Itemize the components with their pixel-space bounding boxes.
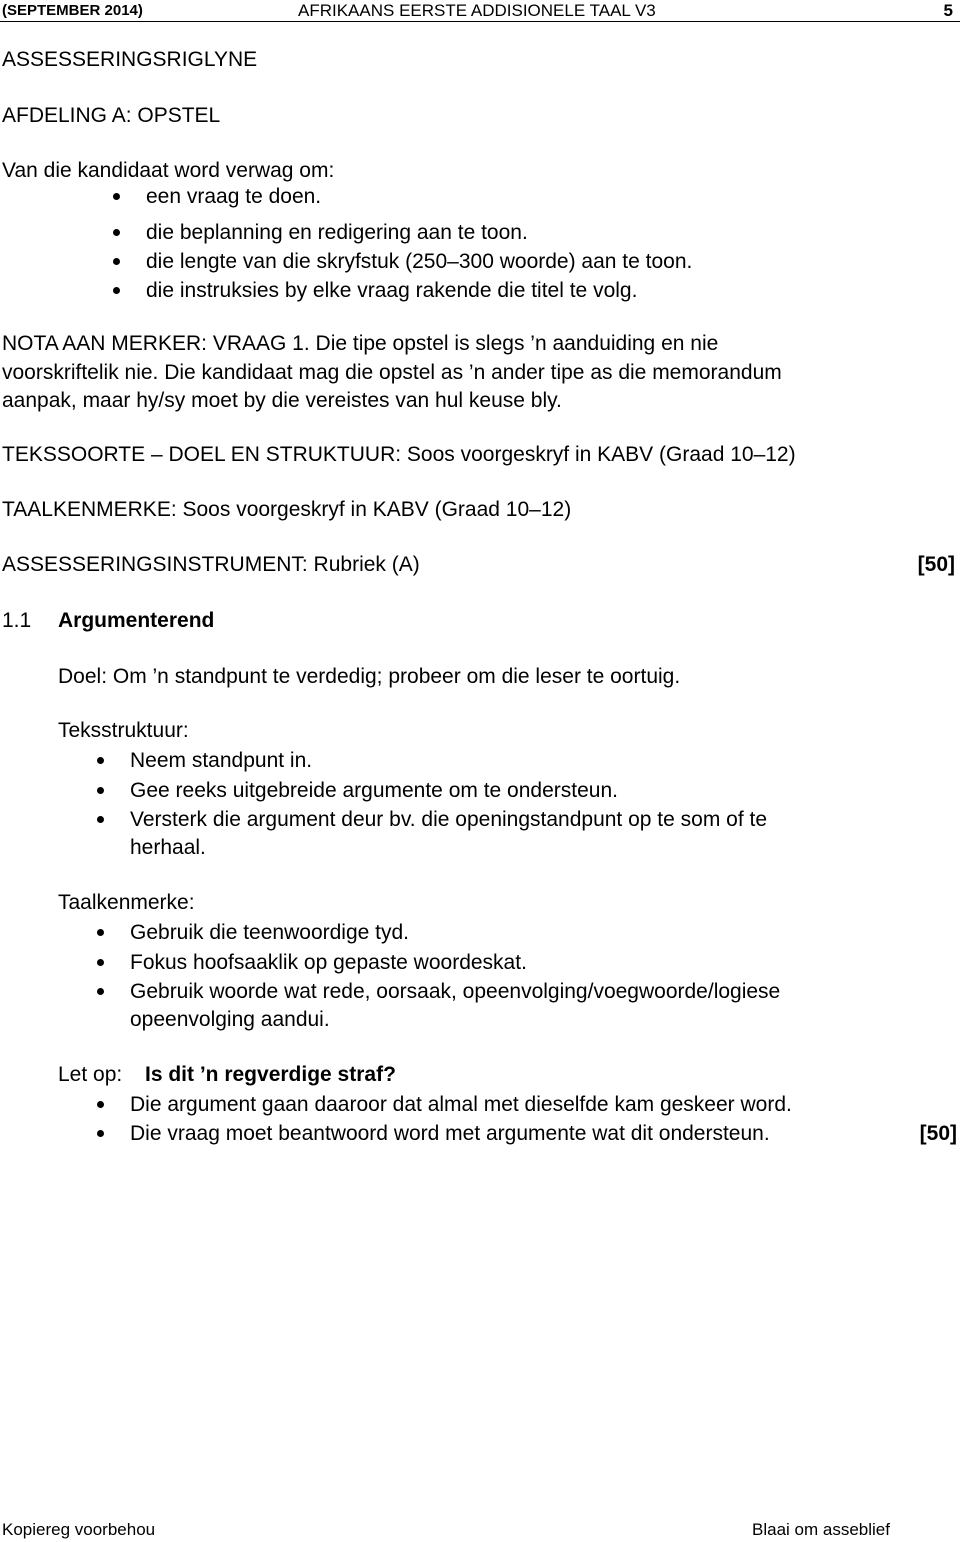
question-title: Argumenterend: [58, 609, 215, 632]
bullet-icon: [97, 988, 104, 995]
language-bullet: Fokus hoofsaaklik op gepaste woordeskat.: [130, 951, 527, 974]
structure-bullet: Versterk die argument deur bv. die openingstandpunt op te som of te: [130, 808, 768, 831]
note-label: Let op:: [58, 1063, 123, 1086]
bullet-icon: [97, 959, 104, 966]
footer-turn-page: Blaai om asseblief: [752, 1520, 890, 1539]
language-bullet: Gebruik woorde wat rede, oorsaak, opeenvolging/voegwoorde/logiese: [130, 980, 781, 1003]
note-bullet: Die vraag moet beantwoord word met argumente wat dit ondersteun.: [130, 1122, 770, 1145]
intro-text: Van die kandidaat word verwag om:: [2, 159, 335, 182]
language-features-label: Taalkenmerke:: [58, 891, 195, 914]
text-structure-label: Teksstruktuur:: [58, 719, 189, 742]
structure-bullet: Gee reeks uitgebreide argumente om te ondersteun.: [130, 779, 618, 802]
essay-topic: Is dit ’n regverdige straf?: [145, 1063, 396, 1086]
bullet-icon: [97, 816, 104, 823]
bullet-icon: [113, 229, 120, 236]
note-line: aanpak, maar hy/sy moet by die vereistes van hul keuse bly.: [2, 389, 562, 412]
intro-bullet: die lengte van die skryfstuk (250–300 woorde) aan te toon.: [146, 250, 693, 273]
section-heading: AFDELING A: OPSTEL: [2, 104, 221, 127]
intro-bullet: die instruksies by elke vraag rakende die titel te volg.: [146, 279, 638, 302]
question-purpose: Doel: Om ’n standpunt te verdedig; probeer om die leser te oortuig.: [58, 665, 681, 688]
footer-copyright: Kopiereg voorbehou: [2, 1520, 156, 1539]
instrument-marks: [50]: [917, 553, 955, 576]
note-bullet: Die argument gaan daaroor dat almal met dieselfde kam geskeer word.: [130, 1093, 792, 1116]
structure-bullet: Neem standpunt in.: [130, 749, 313, 772]
text-types-line: TEKSSOORTE – DOEL EN STRUKTUUR: Soos voorgeskryf in KABV (Graad 10–12): [2, 443, 796, 466]
page-heading: ASSESSERINGSRIGLYNE: [2, 48, 258, 71]
bullet-icon: [113, 287, 120, 294]
intro-bullet: een vraag te doen.: [146, 185, 322, 208]
bullet-icon: [97, 929, 104, 936]
bullet-icon: [97, 787, 104, 794]
bullet-icon: [97, 757, 104, 764]
header-date: (SEPTEMBER 2014): [2, 2, 143, 19]
header-rule: [0, 21, 960, 22]
note-line: NOTA AAN MERKER: VRAAG 1. Die tipe opstel is slegs ’n aanduiding en nie: [2, 332, 719, 355]
question-marks: [50]: [919, 1122, 957, 1145]
assessment-instrument-line: ASSESSERINGSINSTRUMENT: Rubriek (A): [2, 553, 420, 576]
language-features-line: TAALKENMERKE: Soos voorgeskryf in KABV (Graad 10–12): [2, 498, 572, 521]
header-title: AFRIKAANS EERSTE ADDISIONELE TAAL V3: [298, 1, 656, 20]
bullet-icon: [113, 193, 120, 200]
structure-bullet-continuation: herhaal.: [130, 836, 206, 859]
bullet-icon: [113, 258, 120, 265]
page-number: 5: [943, 1, 953, 20]
note-line: voorskriftelik nie. Die kandidaat mag die opstel as ’n ander tipe as die memorandum: [2, 361, 782, 384]
intro-bullet: die beplanning en redigering aan te toon.: [146, 221, 528, 244]
bullet-icon: [97, 1101, 104, 1108]
language-bullet-continuation: opeenvolging aandui.: [130, 1008, 330, 1031]
question-number: 1.1: [2, 609, 32, 632]
bullet-icon: [97, 1130, 104, 1137]
language-bullet: Gebruik die teenwoordige tyd.: [130, 921, 409, 944]
